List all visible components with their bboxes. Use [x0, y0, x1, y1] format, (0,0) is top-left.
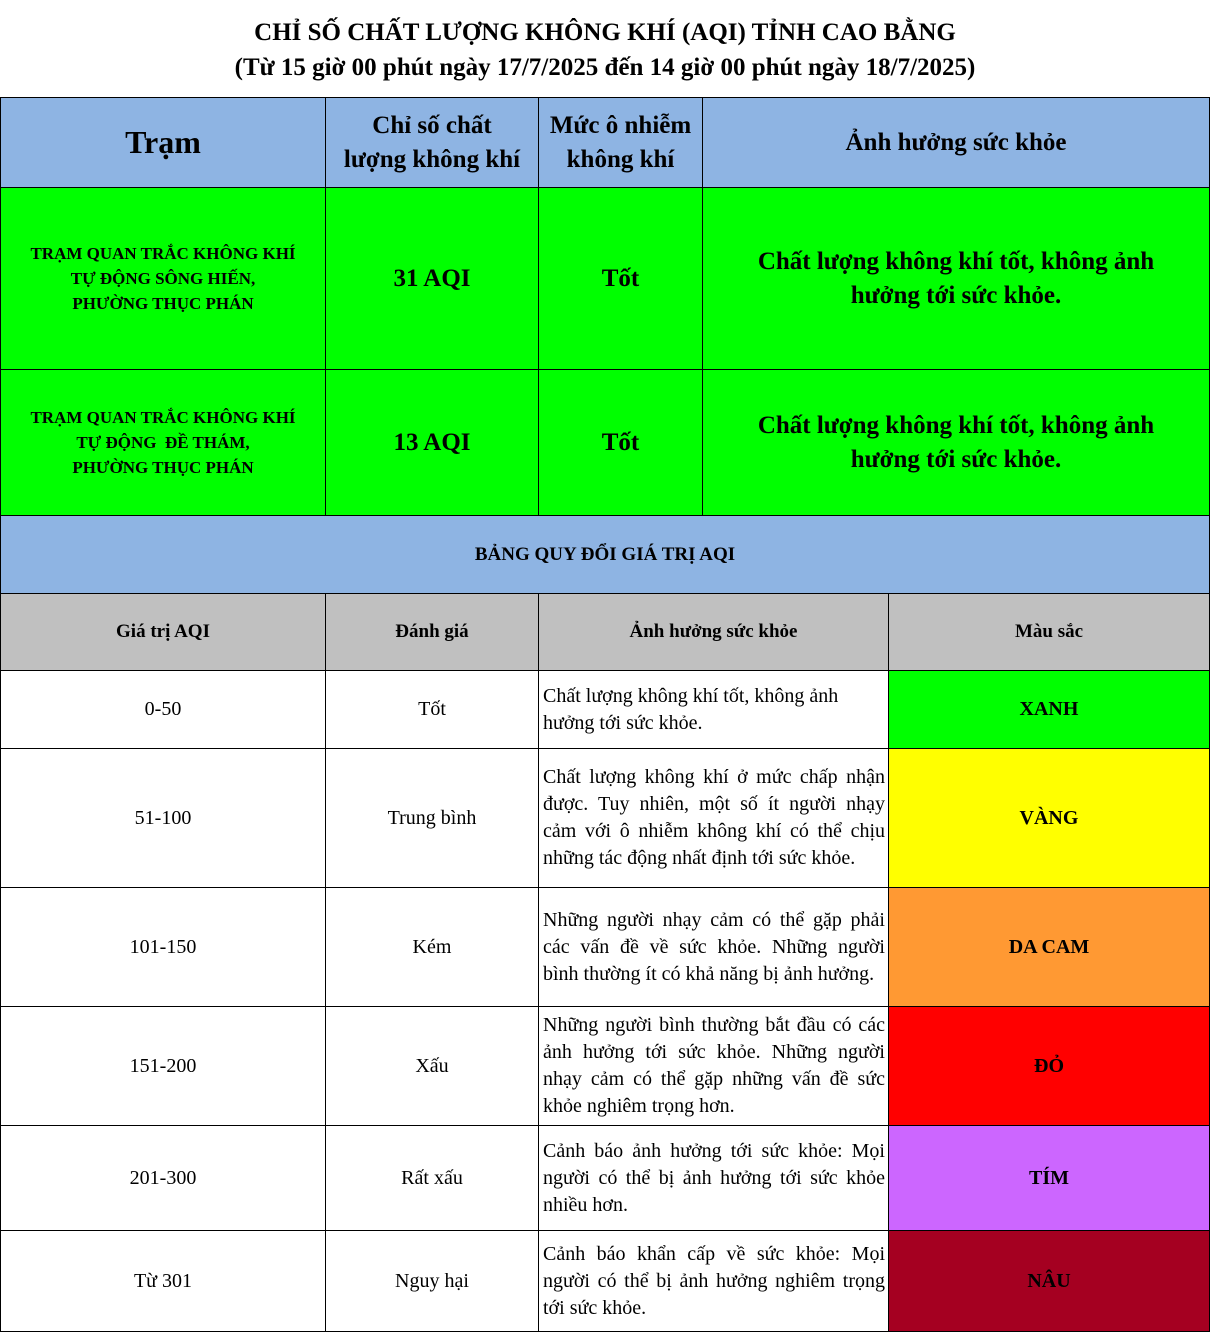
conv-range-cell — [0, 670, 326, 749]
conv-header-rating-label: Đánh giá — [395, 621, 469, 642]
health-effect-cell — [702, 369, 1210, 516]
conv-rating-cell — [325, 1230, 539, 1332]
conv-range-cell — [0, 1230, 326, 1332]
conv-color-cell — [888, 1230, 1210, 1332]
station-name-line: PHƯỜNG THỤC PHÁN — [72, 458, 254, 477]
conv-effect: Chất lượng không khí tốt, không ảnh hưởng tới sức khỏe. — [543, 684, 839, 734]
aqi-value: 31 AQI — [393, 264, 471, 292]
conv-rating: Kém — [412, 935, 452, 958]
header-aqi-line1: Chỉ số chất — [372, 111, 492, 139]
conv-color-cell — [888, 1006, 1210, 1126]
station-name-cell — [0, 369, 326, 516]
station-name-cell — [0, 187, 326, 370]
conv-effect-cell — [538, 1125, 889, 1231]
header-effect — [702, 97, 1210, 188]
conv-color-cell — [888, 887, 1210, 1007]
conv-header-rating — [325, 593, 539, 671]
conv-range: 101-150 — [129, 935, 197, 958]
conv-rating-cell — [325, 1125, 539, 1231]
conversion-table-title — [0, 515, 1210, 594]
conv-effect-cell — [538, 748, 889, 888]
conv-header-effect-label: Ảnh hưởng sức khỏe — [629, 621, 798, 642]
conv-rating: Nguy hại — [395, 1269, 469, 1292]
conv-range-cell — [0, 887, 326, 1007]
conv-header-range-label: Giá trị AQI — [116, 621, 210, 642]
conv-range-cell — [0, 748, 326, 888]
header-effect-label: Ảnh hưởng sức khỏe — [845, 128, 1067, 156]
header-aqi-line2: lượng không khí — [343, 145, 521, 173]
conv-rating: Trung bình — [387, 806, 477, 829]
station-name-line: TRẠM QUAN TRẮC KHÔNG KHÍ — [30, 408, 296, 427]
aqi-value-cell — [325, 187, 539, 370]
conv-color-cell — [888, 670, 1210, 749]
conv-color: DA CAM — [1008, 935, 1090, 958]
conv-color: XANH — [1019, 698, 1079, 720]
conv-rating-cell — [325, 1006, 539, 1126]
station-name-line: TỰ ĐỘNG ĐỀ THÁM, — [76, 433, 250, 452]
header-level — [538, 97, 703, 188]
conv-rating: Tốt — [418, 698, 446, 720]
station-name-line: TRẠM QUAN TRẮC KHÔNG KHÍ — [30, 244, 296, 263]
aqi-value: 13 AQI — [393, 428, 471, 456]
conversion-title-label: BẢNG QUY ĐỔI GIÁ TRỊ AQI — [474, 543, 736, 565]
conv-color: ĐỎ — [1034, 1054, 1064, 1077]
conv-color-cell — [888, 1125, 1210, 1231]
conv-rating-cell — [325, 887, 539, 1007]
conv-effect: Những người nhạy cảm có thể gặp phải các vấn đề về sức khỏe. Những người bình thường ít có khả năng bị ảnh hưởng. — [543, 908, 885, 985]
header-level-line2: không khí — [566, 145, 675, 173]
conv-header-effect — [538, 593, 889, 671]
conv-effect-cell — [538, 670, 889, 749]
conv-rating-cell — [325, 748, 539, 888]
station-name-line: PHƯỜNG THỤC PHÁN — [72, 294, 254, 313]
header-station-label: Trạm — [125, 124, 201, 160]
conv-range: Từ 301 — [133, 1269, 193, 1292]
conv-range: 0-50 — [144, 698, 182, 720]
header-station — [0, 97, 326, 188]
conv-effect: Cảnh báo ảnh hưởng tới sức khỏe: Mọi người có thể bị ảnh hưởng tới sức khỏe nhiều hơn. — [543, 1139, 885, 1216]
conv-color: NÂU — [1027, 1269, 1071, 1292]
pollution-level: Tốt — [601, 428, 640, 456]
conv-color: TÍM — [1029, 1166, 1069, 1189]
conv-range: 51-100 — [134, 806, 192, 829]
conv-header-color-label: Màu sắc — [1014, 621, 1084, 642]
conv-range-cell — [0, 1125, 326, 1231]
conv-color-cell — [888, 748, 1210, 888]
health-effect-line: Chất lượng không khí tốt, không ảnh — [757, 247, 1155, 275]
health-effect-line: Chất lượng không khí tốt, không ảnh — [757, 411, 1155, 439]
conv-header-color — [888, 593, 1210, 671]
conv-effect-cell — [538, 1230, 889, 1332]
conv-effect-cell — [538, 887, 889, 1007]
pollution-level-cell — [538, 187, 703, 370]
conv-effect: Cảnh báo khẩn cấp về sức khỏe: Mọi người có thể bị ảnh hưởng nghiêm trọng tới sức khỏe. — [543, 1242, 885, 1319]
health-effect-line: hưởng tới sức khỏe. — [850, 281, 1062, 309]
conv-rating: Rất xấu — [401, 1166, 463, 1189]
health-effect-cell — [702, 187, 1210, 370]
conv-effect: Những người bình thường bắt đầu có các ảnh hưởng tới sức khỏe. Những người nhạy cảm có thể gặp những vấn đề sức khỏe nghiêm trọng hơn. — [543, 1014, 885, 1117]
conv-header-range — [0, 593, 326, 671]
conv-rating: Xấu — [415, 1054, 449, 1077]
report-header — [0, 0, 1210, 97]
conv-effect: Chất lượng không khí ở mức chấp nhận được. Tuy nhiên, một số ít người nhạy cảm với ô nhiễm không khí có thể chịu những tác động nhất định tới sức khỏe. — [543, 766, 885, 869]
station-name-line: TỰ ĐỘNG SÔNG HIẾN, — [70, 269, 256, 288]
report-subtitle: (Từ 15 giờ 00 phút ngày 17/7/2025 đến 14 giờ 00 phút ngày 18/7/2025) — [234, 54, 976, 81]
conv-range-cell — [0, 1006, 326, 1126]
aqi-value-cell — [325, 369, 539, 516]
pollution-level: Tốt — [601, 264, 640, 292]
header-level-line1: Mức ô nhiễm — [549, 111, 692, 139]
conv-color: VÀNG — [1019, 806, 1079, 829]
pollution-level-cell — [538, 369, 703, 516]
conv-range: 201-300 — [129, 1166, 197, 1189]
report-title: CHỈ SỐ CHẤT LƯỢNG KHÔNG KHÍ (AQI) TỈNH CAO BẰNG — [254, 19, 956, 46]
header-aqi — [325, 97, 539, 188]
conv-range: 151-200 — [129, 1054, 197, 1077]
conv-effect-cell — [538, 1006, 889, 1126]
conv-rating-cell — [325, 670, 539, 749]
health-effect-line: hưởng tới sức khỏe. — [850, 445, 1062, 473]
